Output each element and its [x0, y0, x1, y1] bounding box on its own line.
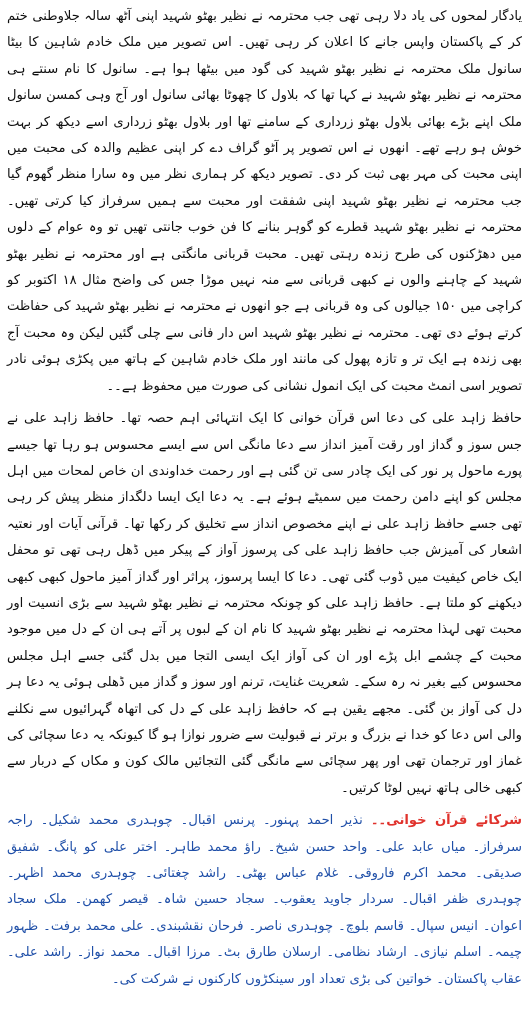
article-paragraph-2: حافظ زاہد علی کی دعا اس قرآن خوانی کا ایک انتہائی اہم حصہ تھا۔ حافظ زاہد علی نے جس سوز و گداز اور رقت آمیز انداز سے دعا مانگی اس سے ایسے محسوس ہو رہا تھا جیسے پورے ماحول پر نور کی ایک چادر سی تن گئی ہے اور رحمت خداوندی ان خاص لمحات میں اہل مجلس کو اپنے دامن رحمت میں سمیٹے ہوئے ہے۔ یہ دعا ایک ایسا دلگداز منظر پیش کر رہی تھی جسے حافظ زاہد علی نے اپنے مخصوص انداز سے تخلیق کر رکھا تھا۔ قرآنی آیات اور نعتیہ اشعار کی آمیزش جب حافظ زاہد علی کی پرسوز آواز کے پیکر میں ڈھل رہی تھی تو محفل ایک خاص کیفیت میں ڈوب گئی تھی۔ دعا کا ایسا پرسوز، پراثر اور گداز آمیز ماحول کبھی کبھی دیکھنے کو ملتا ہے۔ حافظ زاہد علی کو چونکہ محترمہ نے نظیر بھٹو شہید سے بڑی انسیت اور محبت تھی لہذا محترمہ نے نظیر بھٹو شہید کا نام ان کے لبوں پر آتے ہی ان کے دل میں موجود محبت کے چشمے ابل پڑے اور ان کی آواز ایک ایسی التجا میں بدل گئی جسے اہل مجلس محسوس کیے بغیر نہ رہ سکے۔ شعریت غنایت، ترنم اور سوز و گداز میں ڈھلی ہوئی یہ دعا ہر دل کی آواز بن گئی۔ مجھے یقین ہے کہ حافظ زاہد علی کے دل کی اتھاہ گہرائیوں سے نکلنے والی اس دعا کو خدا نے بزرگ و برتر نے قبولیت سے ضرور نوازا ہو گا کیونکہ یہ دعا سچائی کی غماز اور ترجمان تھی اور پھر سچائی سے مانگی گئی التجائیں مالک کون و مکاں کے دربار سے کبھی خالی ہاتھ نہیں لوٹا کرتیں۔ [7, 411, 522, 796]
article-paragraph-1: یادگار لمحوں کی یاد دلا رہی تھی جب محترمہ نے نظیر بھٹو شہید اپنی آٹھ سالہ جلاوطنی ختم کر کے پاکستان واپس جانے کا اعلان کر رہی تھیں۔ اس تصویر میں ملک خادم شاہین کا بیٹا سانول ملک محترمہ نے نظیر بھٹو شہید کی گود میں بیٹھا ہوا ہے۔ سانول کا نام سنتے ہی محترمہ نے نظیر بھٹو شہید نے کہا تھا کہ بلاول کا چھوٹا بھائی سانول اور آج وہی کمسن سانول ملک اپنے بڑے بھائی بلاول بھٹو زرداری کے سامنے تھا اور بلاول بھٹو زرداری اسے دیکھ کر بہت خوش ہو رہے تھے۔ انھوں نے اس تصویر پر آٹو گراف دے کر اپنی عظیم والدہ کی محبت میں اپنی محبت کی مہر بھی ثبت کر دی۔ تصویر دیکھ کر ہماری نظر میں وہ سارا منظر گھوم گیا جب محترمہ نے نظیر بھٹو شہید اپنی شفقت اور محبت سے ہمیں سرفراز کیا کرتی تھیں۔ محترمہ نے نظیر بھٹو شہید قطرے کو گوہر بنانے کا فن خوب جانتی تھیں تو وہ عوام کے دلوں میں دھڑکنوں کی طرح زندہ رہتی تھیں۔ محبت قربانی مانگتی ہے اور محترمہ نے نظیر بھٹو شہید کے چاہنے والوں نے کبھی قربانی سے منہ نہیں موڑا جس کی واضح مثال ۱۸ اکتوبر کو کراچی میں ۱۵۰ جیالوں کی وہ قربانی ہے جو انھوں نے محترمہ نے نظیر بھٹو شہید کی حفاظت کرتے ہوئے دی تھی۔ محترمہ نے نظیر بھٹو شہید اس دار فانی سے چلی گئیں لیکن وہ محبت آج بھی زندہ ہے ایک تر و تازہ پھول کی مانند اور ملک خادم شاہین کے ہاتھ میں پکڑی ہوئی نادر تصویر اسی انمٹ محبت کی ایک انمول نشانی کی صورت میں محفوظ ہے۔۔ [7, 9, 522, 394]
attendees-section [7, 808, 522, 993]
attendees-list: نذیر احمد پہنور۔ پرنس اقبال۔ چوہدری محمد شکیل۔ راجہ سرفراز۔ میاں عابد علی۔ واحد حسن شیخ۔ راؤ محمد طاہر۔ اختر علی کو پانگ۔ شفیق صدیقی۔ محمد اکرم فاروقی۔ غلام عباس بھٹی۔ راشد چغتائی۔ چوہدری محمد اظہر۔ چوہدری ظفر اقبال۔ سردار جاوید یعقوب۔ سجاد حسین شاہ۔ قیصر کھمن۔ ملک سجاد اعوان۔ انیس سپال۔ قاسم بلوچ۔ چوہدری ناصر۔ فرحان نقشبندی۔ علی محمد برفت۔ ظہور چیمہ۔ اسلم نیازی۔ ارشاد نظامی۔ ارسلان طارق بٹ۔ مرزا اقبال۔ محمد نواز۔ راشد علی۔ عقاب پاکستان۔ خواتین کی بڑی تعداد اور سینکڑوں کارکنوں نے شرکت کی۔ [7, 813, 522, 987]
attendees-heading: شرکائے قرآن خوانی۔۔ [370, 813, 522, 829]
